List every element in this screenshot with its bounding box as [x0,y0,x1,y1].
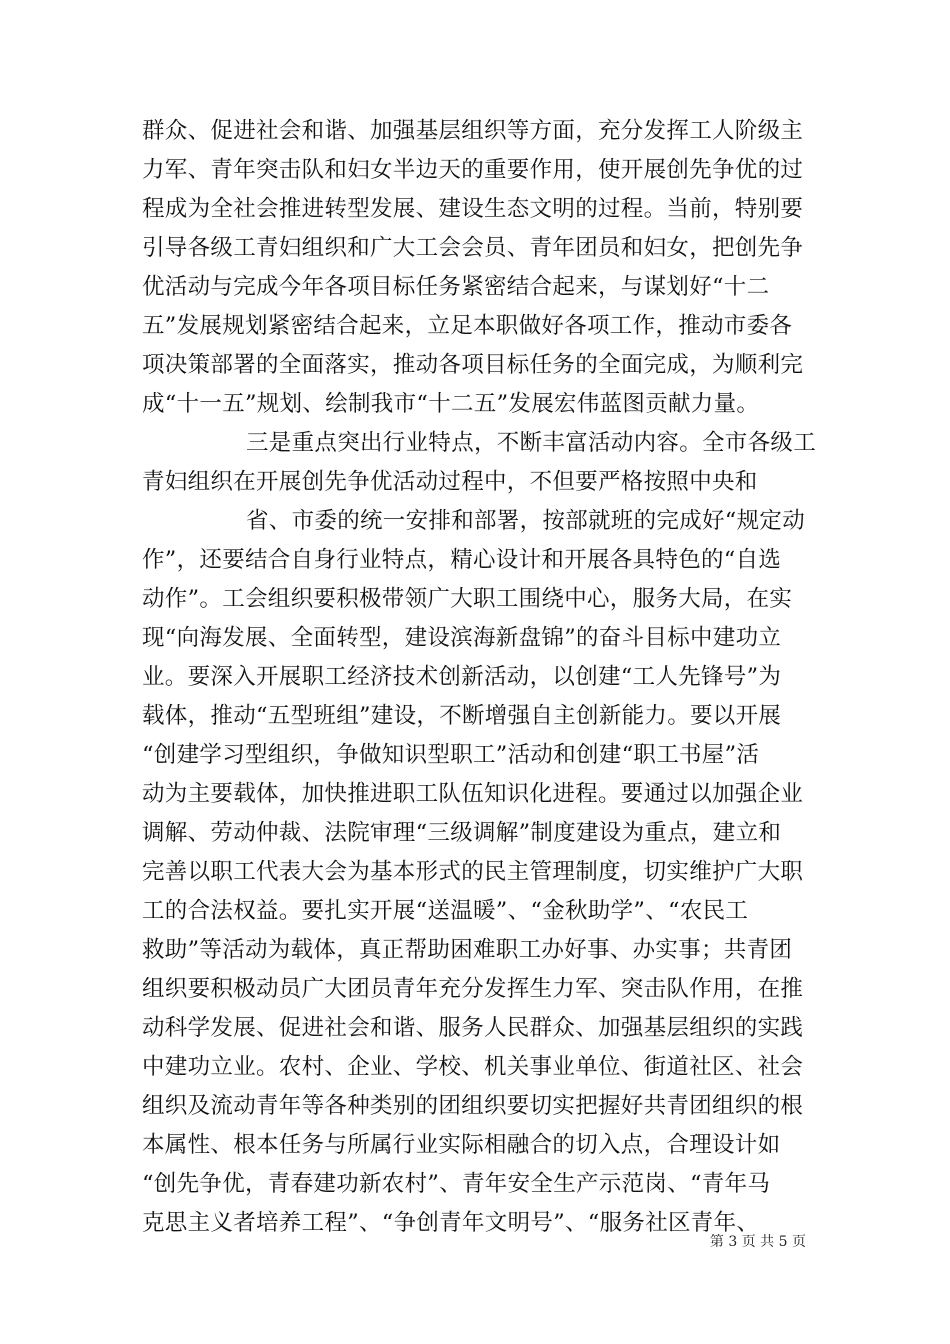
text-line: 组织及流动青年等各种类别的团组织要切实把握好共青团组织的根 [142,1093,804,1119]
text-line: 五”发展规划紧密结合起来，立足本职做好各项工作，推动市委各 [142,313,793,339]
text-line: 项决策部署的全面落实，推动各项目标任务的全面完成，为顺利完 [142,352,804,378]
text-line: 业。要深入开展职工经济技术创新活动，以创建“工人先锋号”为 [142,664,782,690]
text-line: 动作”。工会组织要积极带领广大职工围绕中心，服务大局，在实 [142,586,793,612]
paragraph-start-line: 三是重点突出行业特点，不断丰富活动内容。全市各级工 [246,430,817,456]
text-line: 引导各级工青妇组织和广大工会会员、青年团员和妇女，把创先争 [142,235,804,261]
text-line: 力军、青年突击队和妇女半边天的重要作用，使开展创先争优的过 [142,157,804,183]
indented-line: 省、市委的统一安排和部署，按部就班的完成好“规定动 [246,508,806,534]
text-line: “创先争优，青春建功新农村”、青年安全生产示范岗、“青年马 [142,1171,771,1197]
text-line: 动科学发展、促进社会和谐、服务人民群众、加强基层组织的实践 [142,1015,804,1041]
page-number-footer: 第 3 页 共 5 页 [709,1234,806,1250]
body-text [142,112,822,1243]
text-line: “创建学习型组织，争做知识型职工”活动和创建“职工书屋”活 [142,742,760,768]
text-line: 完善以职工代表大会为基本形式的民主管理制度，切实维护广大职 [142,859,804,885]
text-line: 组织要积极动员广大团员青年充分发挥生力军、突击队作用，在推 [142,976,804,1002]
text-line: 群众、促进社会和谐、加强基层组织等方面，充分发挥工人阶级主 [142,118,804,144]
text-line: 成“十一五”规划、绘制我市“十二五”发展宏伟蓝图贡献力量。 [142,391,760,417]
text-line: 克思主义者培养工程”、“争创青年文明号”、“服务社区青年、 [142,1210,760,1236]
text-line: 救助”等活动为载体，真正帮助困难职工办好事、办实事；共青团 [142,937,793,963]
text-line: 优活动与完成今年各项目标任务紧密结合起来，与谋划好“十二 [142,274,770,300]
text-line: 作”，还要结合自身行业特点，精心设计和开展各具特色的“自选 [142,547,782,573]
text-line: 载体，推动“五型班组”建设，不断增强自主创新能力。要以开展 [142,703,782,729]
text-line: 工的合法权益。要扎实开展“送温暖”、“金秋助学”、“农民工 [142,898,749,924]
text-line: 调解、劳动仲裁、法院审理“三级调解”制度建设为重点，建立和 [142,820,782,846]
text-line: 本属性、根本任务与所属行业实际相融合的切入点，合理设计如 [142,1132,781,1158]
text-line: 中建功立业。农村、企业、学校、机关事业单位、街道社区、社会 [142,1054,804,1080]
text-line: 程成为全社会推进转型发展、建设生态文明的过程。当前，特别要 [142,196,804,222]
text-line: 动为主要载体，加快推进职工队伍知识化进程。要通过以加强企业 [142,781,804,807]
text-line: 现“向海发展、全面转型，建设滨海新盘锦”的奋斗目标中建功立 [142,625,782,651]
text-line: 青妇组织在开展创先争优活动过程中，不但要严格按照中央和 [142,469,758,495]
